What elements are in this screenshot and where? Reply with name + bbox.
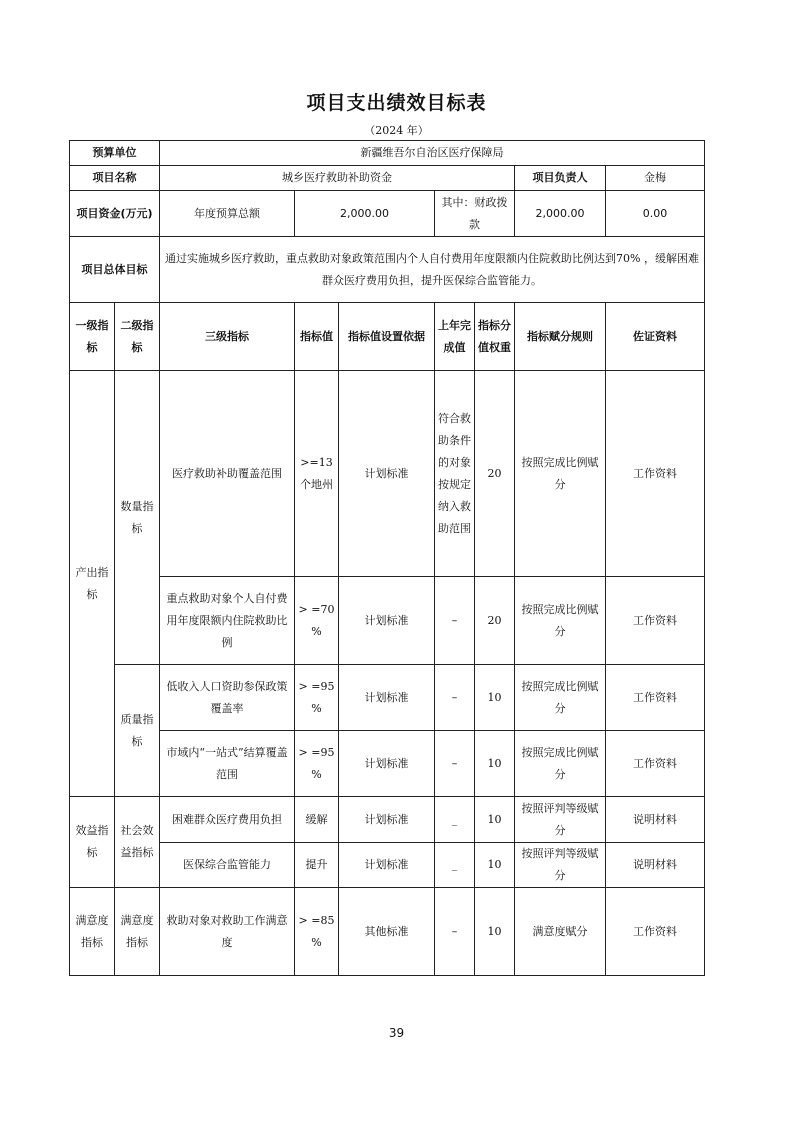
indicator-value: > =95 % (295, 665, 339, 731)
overall-goal-label: 项目总体目标 (70, 237, 160, 303)
year-label: （2024 年） (364, 124, 429, 137)
col-level3: 三级指标 (160, 303, 295, 371)
indicator-evidence: 工作资料 (606, 731, 705, 797)
project-name-label: 项目名称 (70, 166, 160, 191)
group-benefit: 效益指标 (70, 797, 115, 888)
col-level2: 二级指标 (115, 303, 160, 371)
indicator-basis: 计划标准 (339, 843, 435, 888)
fiscal-value: 2,000.00 (515, 191, 606, 237)
indicator-basis: 计划标准 (339, 797, 435, 843)
budget-unit-value: 新疆维吾尔自治区医疗保障局 (160, 141, 705, 166)
table-row (70, 843, 705, 888)
indicator-evidence: 说明材料 (606, 843, 705, 888)
indicator-basis: 计划标准 (339, 577, 435, 665)
indicator-name: 医疗救助补助覆盖范围 (160, 371, 295, 577)
annual-budget-value: 2,000.00 (295, 191, 435, 237)
indicator-value: > =95 % (295, 731, 339, 797)
funds-row (70, 191, 705, 237)
table-row (70, 371, 705, 577)
indicator-last-year: – (435, 731, 475, 797)
indicator-name: 市域内“一站式”结算覆盖范围 (160, 731, 295, 797)
indicator-weight: 10 (475, 843, 515, 888)
performance-table (69, 140, 705, 976)
indicator-rule: 按照完成比例赋分 (515, 371, 606, 577)
indicator-name: 低收入人口资助参保政策覆盖率 (160, 665, 295, 731)
responsible-label: 项目负责人 (515, 166, 606, 191)
indicator-weight: 10 (475, 665, 515, 731)
indicator-rule: 满意度赋分 (515, 888, 606, 976)
indicator-last-year: _ (435, 797, 475, 843)
project-name-value: 城乡医疗救助补助资金 (160, 166, 515, 191)
indicator-name: 救助对象对救助工作满意度 (160, 888, 295, 976)
indicator-last-year: – (435, 888, 475, 976)
col-level1: 一级指标 (70, 303, 115, 371)
indicator-weight: 10 (475, 731, 515, 797)
fiscal-label: 其中：财政拨款 (435, 191, 515, 237)
overall-goal-value: 通过实施城乡医疗救助，重点救助对象政策范围内个人自付费用年度限额内住院救助比例达到70% ，缓解困难群众医疗费用负担，提升医保综合监管能力。 (160, 237, 705, 303)
indicator-basis: 计划标准 (339, 731, 435, 797)
col-value: 指标值 (295, 303, 339, 371)
overall-goal-row (70, 237, 705, 303)
indicator-weight: 20 (475, 577, 515, 665)
table-row (70, 888, 705, 976)
indicator-value: 提升 (295, 843, 339, 888)
budget-unit-label: 预算单位 (70, 141, 160, 166)
indicator-basis: 计划标准 (339, 665, 435, 731)
indicator-value: > =85 % (295, 888, 339, 976)
indicator-evidence: 工作资料 (606, 888, 705, 976)
indicator-evidence: 工作资料 (606, 577, 705, 665)
column-header-row (70, 303, 705, 371)
indicator-basis: 其他标准 (339, 888, 435, 976)
page-number: 39 (388, 1026, 405, 1040)
indicator-value: > =70 % (295, 577, 339, 665)
col-rule: 指标赋分规则 (515, 303, 606, 371)
page-title: 项目支出绩效目标表 (306, 92, 487, 114)
indicator-name: 医保综合监管能力 (160, 843, 295, 888)
col-basis: 指标值设置依据 (339, 303, 435, 371)
table-row (70, 731, 705, 797)
indicator-rule: 按照完成比例赋分 (515, 577, 606, 665)
col-weight: 指标分值权重 (475, 303, 515, 371)
table-row (70, 577, 705, 665)
group-social: 社会效益指标 (115, 797, 160, 888)
indicator-value: 缓解 (295, 797, 339, 843)
indicator-weight: 10 (475, 888, 515, 976)
table-row (70, 797, 705, 843)
annual-budget-label: 年度预算总额 (160, 191, 295, 237)
indicator-last-year: – (435, 665, 475, 731)
indicator-name: 重点救助对象个人自付费用年度限额内住院救助比例 (160, 577, 295, 665)
indicator-name: 困难群众医疗费用负担 (160, 797, 295, 843)
indicator-value: >=13个地州 (295, 371, 339, 577)
indicator-rule: 按照评判等级赋分 (515, 797, 606, 843)
indicator-evidence: 工作资料 (606, 665, 705, 731)
indicator-weight: 20 (475, 371, 515, 577)
group-satisfaction-sub: 满意度指标 (115, 888, 160, 976)
indicator-rule: 按照完成比例赋分 (515, 731, 606, 797)
funds-label: 项目资金(万元) (70, 191, 160, 237)
indicator-weight: 10 (475, 797, 515, 843)
project-name-row (70, 166, 705, 191)
other-value: 0.00 (606, 191, 705, 237)
group-satisfaction: 满意度指标 (70, 888, 115, 976)
indicator-evidence: 工作资料 (606, 371, 705, 577)
indicator-basis: 计划标准 (339, 371, 435, 577)
responsible-value: 金梅 (606, 166, 705, 191)
group-quality: 质量指标 (115, 665, 160, 797)
budget-unit-row (70, 141, 705, 166)
indicator-rule: 按照完成比例赋分 (515, 665, 606, 731)
indicator-last-year: _ (435, 843, 475, 888)
col-last-year: 上年完成值 (435, 303, 475, 371)
indicator-last-year: 符合救助条件的对象按规定纳入救助范围 (435, 371, 475, 577)
indicator-evidence: 说明材料 (606, 797, 705, 843)
group-quantity: 数量指标 (115, 371, 160, 665)
table-row (70, 665, 705, 731)
col-evidence: 佐证资料 (606, 303, 705, 371)
indicator-rule: 按照评判等级赋分 (515, 843, 606, 888)
indicator-last-year: – (435, 577, 475, 665)
group-output: 产出指标 (70, 371, 115, 797)
